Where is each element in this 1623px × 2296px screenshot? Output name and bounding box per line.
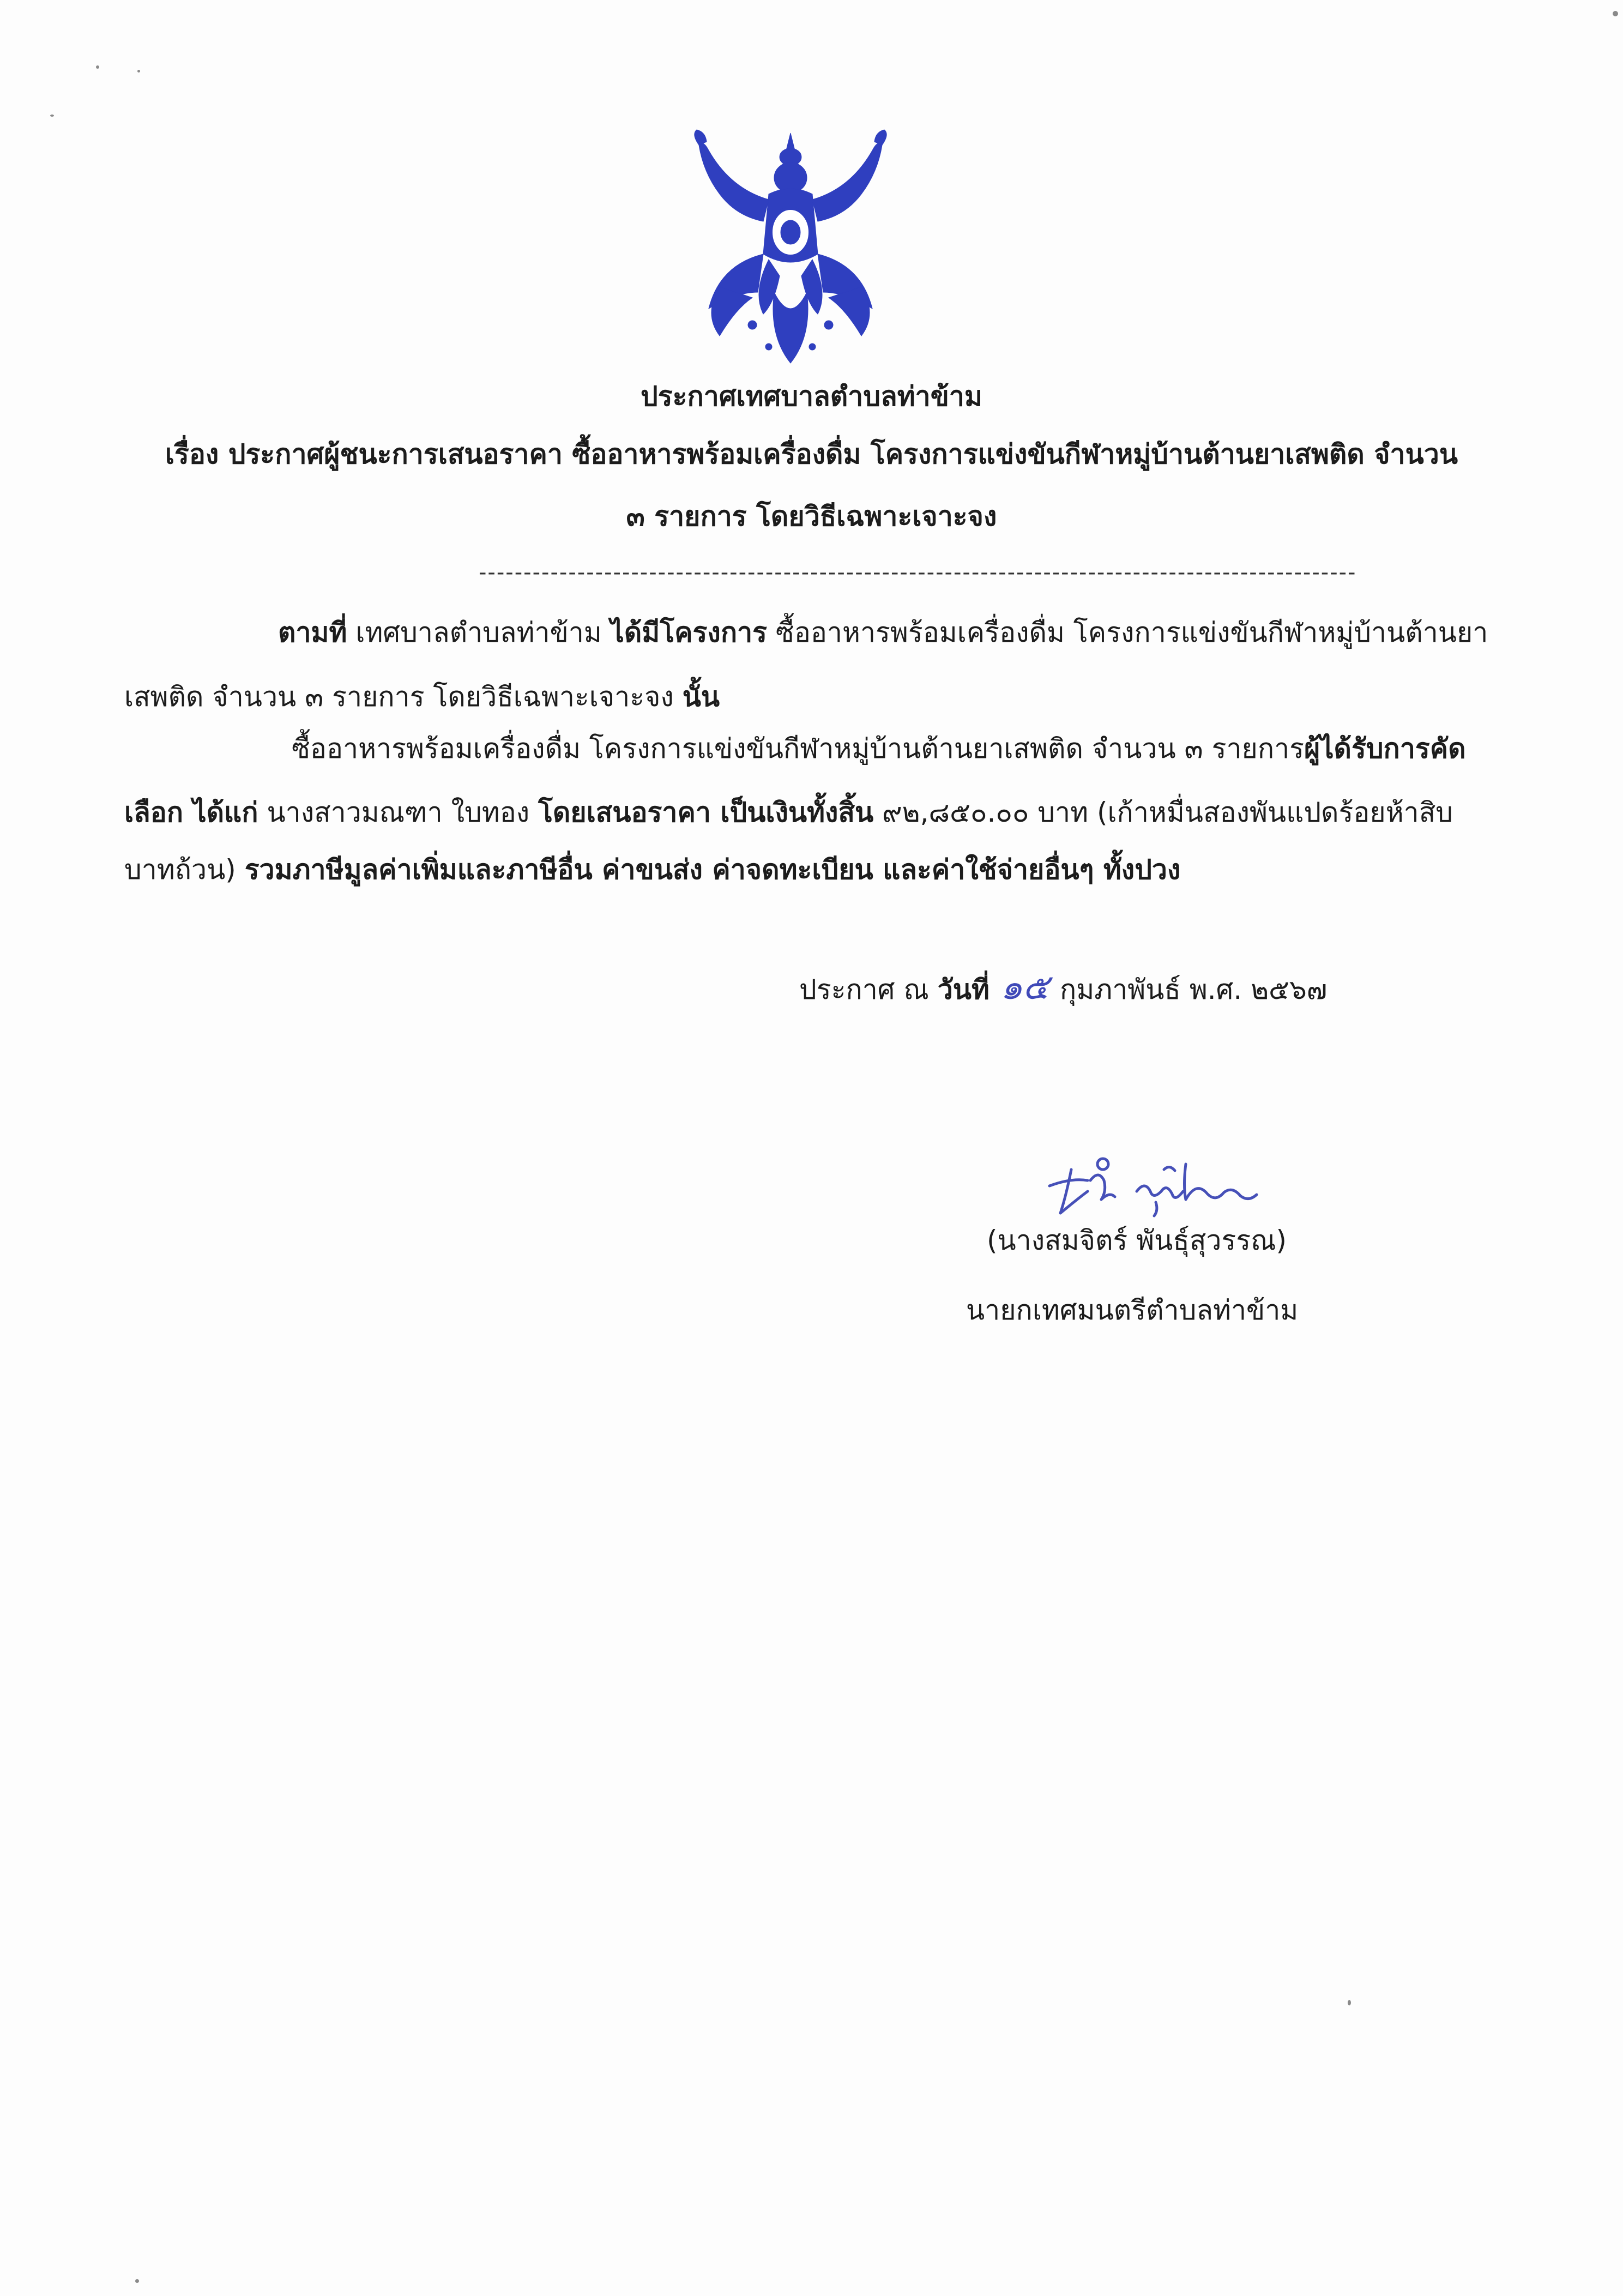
p2-amount-end: บาทถ้วน) (124, 854, 245, 885)
date-month-year: กุมภาพันธ์ พ.ศ. ๒๕๖๗ (1060, 974, 1328, 1005)
scan-speck (50, 115, 54, 117)
p1-line2-rest: เสพติด จำนวน ๓ รายการ โดยวิธีเฉพาะเจาะจง (124, 681, 683, 713)
scan-speck (1348, 2000, 1351, 2005)
p1-org: เทศบาลตำบลท่าข้าม (347, 617, 611, 648)
paragraph1-line2 (124, 678, 720, 716)
p1-line2-end: นั้น (682, 681, 720, 713)
date-prefix-b: วันที่ (937, 974, 990, 1005)
p1-rest: ซื้ออาหารพร้อมเครื่องดื่ม โครงการแข่งขันกีฬาหมู่บ้านต้านยา (767, 617, 1488, 648)
scan-speck (96, 65, 99, 69)
document-title: ประกาศเทศบาลตำบลท่าข้าม (641, 381, 982, 412)
paragraph2-line1 (292, 730, 1466, 768)
p2-offer-label: โดยเสนอราคา เป็นเงินทั้งสิ้น (538, 797, 874, 828)
document-subject-line1: เรื่อง ประกาศผู้ชนะการเสนอราคา ซื้ออาหารพร้อมเครื่องดื่ม โครงการแข่งขันกีฬาหมู่บ้านต้านยาเสพติด จำนวน (165, 438, 1458, 470)
p1-lead: ตามที่ (278, 617, 347, 648)
scan-speck (137, 70, 140, 73)
date-day-handwritten: ๑๕ (1000, 967, 1049, 1008)
p2-selected-label: เลือก ได้แก่ (124, 797, 258, 828)
date-prefix-a: ประกาศ ณ (799, 974, 938, 1005)
p2-line1-rest: ซื้ออาหารพร้อมเครื่องดื่ม โครงการแข่งขันกีฬาหมู่บ้านต้านยาเสพติด จำนวน ๓ รายการ (292, 733, 1305, 764)
p2-amount: ๙๒,๘๕๐.๐๐ บาท (เก้าหมื่นสองพันแปดร้อยห้าสิบ (873, 797, 1453, 828)
scan-speck (1613, 11, 1618, 16)
scan-speck (135, 2279, 139, 2283)
p2-line1-bold: ผู้ได้รับการคัด (1304, 733, 1466, 764)
document-subject-line2: ๓ รายการ โดยวิธีเฉพาะเจาะจง (626, 501, 997, 532)
p1-have: ได้มีโครงการ (610, 617, 768, 648)
p2-winner-name: นางสาวมณฑา ใบทอง (258, 797, 539, 828)
announcement-date (799, 968, 1327, 1009)
heading-divider: -------------------------------------------------------------------------------------------------- (479, 560, 1357, 585)
garuda-emblem-icon (687, 129, 894, 369)
handwritten-signature-icon (1039, 1148, 1268, 1230)
p2-tax-note: รวมภาษีมูลค่าเพิ่มและภาษีอื่น ค่าขนส่ง ค่าจดทะเบียน และค่าใช้จ่ายอื่นๆ ทั้งปวง (244, 854, 1181, 885)
paragraph2-line2 (124, 793, 1453, 831)
paragraph1-line1 (278, 613, 1488, 652)
signatory-position: นายกเทศมนตรีตำบลท่าข้าม (966, 1294, 1299, 1326)
signatory-name: (นางสมจิตร์ พันธุ์สุวรรณ) (987, 1225, 1287, 1256)
paragraph2-line3 (124, 851, 1180, 889)
